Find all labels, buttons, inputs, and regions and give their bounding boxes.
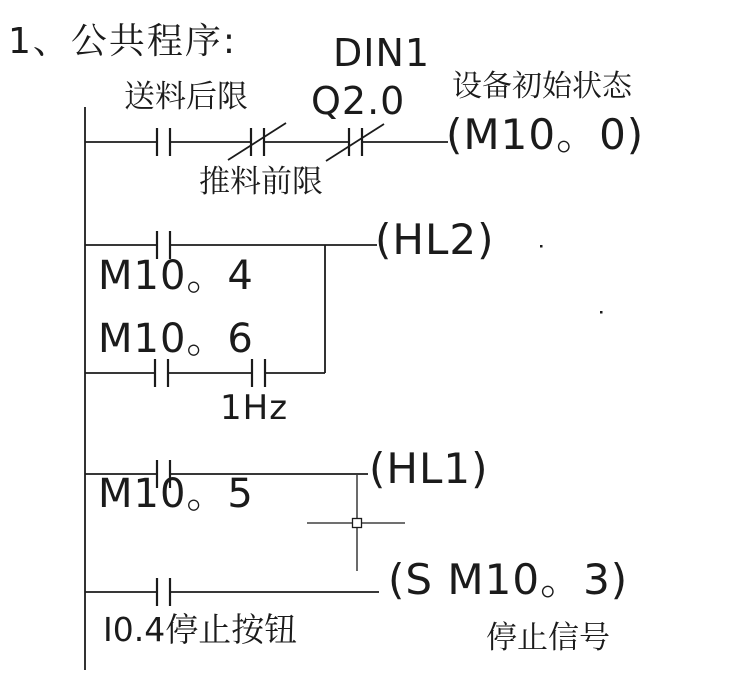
coil-label-hl1: (HL1) bbox=[369, 444, 489, 493]
label-feed-rear-limit: 送料后限 bbox=[124, 79, 248, 115]
coil-label-m10-0: (M10。0) bbox=[446, 110, 645, 159]
label-stop-button: I0.4停止按钮 bbox=[103, 610, 298, 649]
contact-no-m10-6[interactable] bbox=[155, 359, 168, 387]
contact-no-feed-rear-limit[interactable] bbox=[157, 128, 170, 156]
blip-mark bbox=[540, 245, 603, 314]
coil-label-set-m10-3: (S M10。3) bbox=[388, 555, 629, 604]
label-push-front-limit: 推料前限 bbox=[199, 164, 323, 200]
label-q2-0: Q2.0 bbox=[311, 79, 406, 123]
label-din1: DIN1 bbox=[333, 31, 431, 75]
label-1hz: 1Hz bbox=[220, 388, 289, 428]
coil-label-hl2: (HL2) bbox=[375, 215, 495, 264]
page-title: 1、公共程序: bbox=[8, 21, 238, 62]
label-m10-5: M10。5 bbox=[98, 471, 254, 517]
contact-no-stop-button[interactable] bbox=[157, 578, 170, 606]
label-m10-4: M10。4 bbox=[98, 253, 254, 299]
contact-no-1hz[interactable] bbox=[252, 359, 265, 387]
label-m10-6: M10。6 bbox=[98, 316, 254, 362]
label-stop-signal: 停止信号 bbox=[486, 620, 610, 656]
label-device-initial-state: 设备初始状态 bbox=[452, 69, 632, 104]
